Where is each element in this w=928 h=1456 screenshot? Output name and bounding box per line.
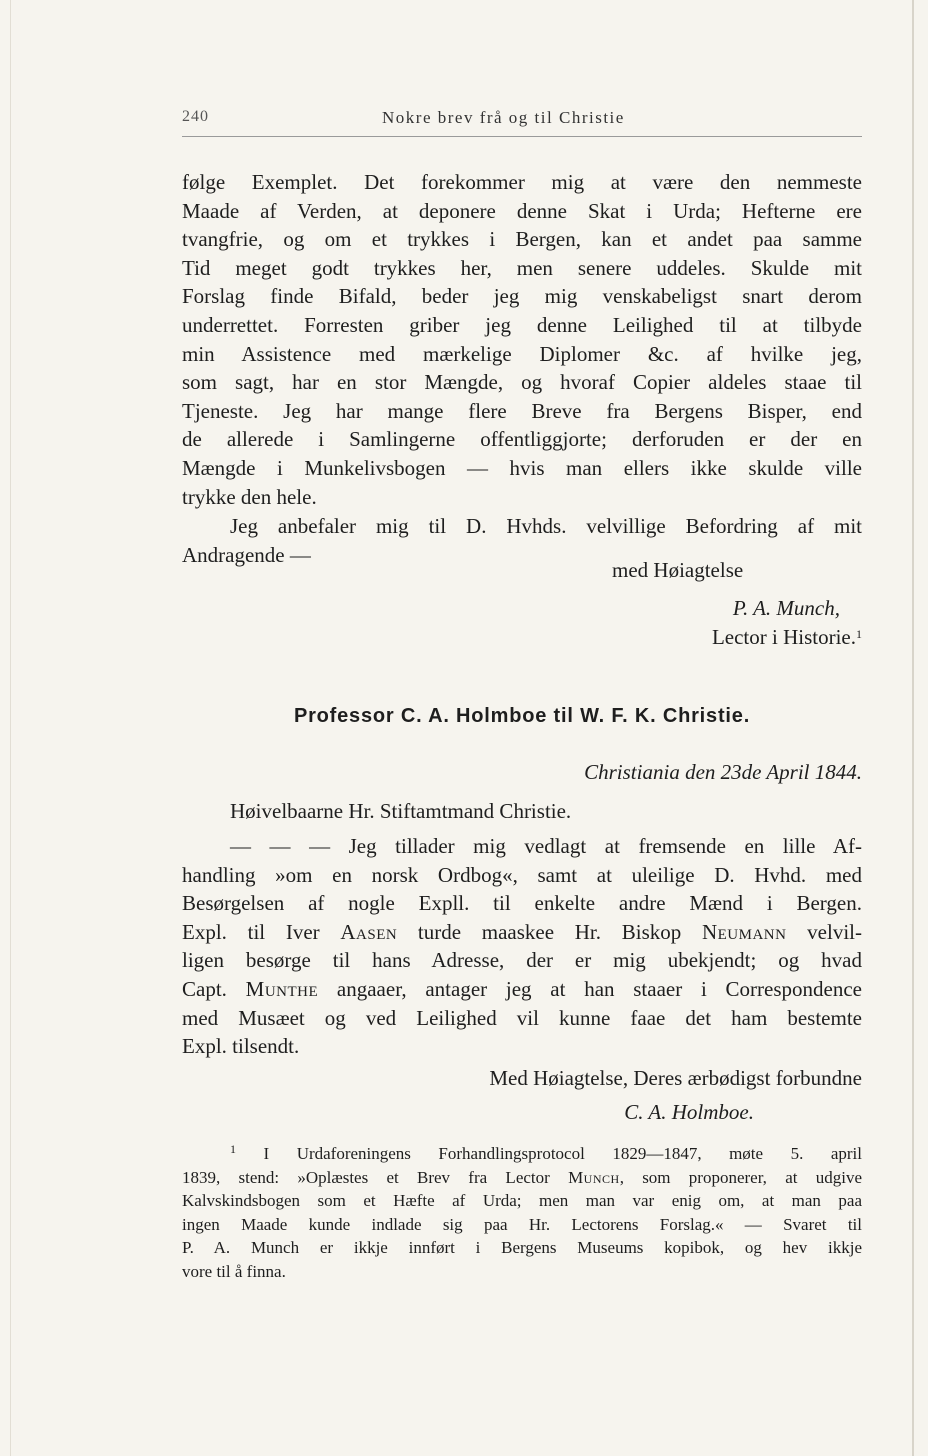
body-line: Forslag finde Bifald, beder jeg mig venskabeligst snart derom [182, 284, 862, 309]
body-line: Besørgelsen af nogle Expll. til enkelte andre Mænd i Bergen. [182, 891, 862, 916]
body-line: — — — Jeg tillader mig vedlagt at fremsende en lille Af- [230, 834, 862, 858]
running-title: Nokre brev frå og til Christie [382, 108, 625, 127]
letter2-closing-wrap [182, 1064, 862, 1093]
body-line: ligen besørge til hans Adresse, der er mig ubekjendt; og hvad [182, 948, 862, 973]
body-line: Capt. Munthe angaaer, antager jeg at han staaer i Correspondence [182, 976, 862, 1001]
footnote-marker: 1 [230, 1142, 236, 1156]
name-neumann: Neumann [701, 919, 787, 944]
footnote [182, 1142, 862, 1284]
letter2-body [182, 832, 862, 1061]
body-line: Expl. tilsendt. [182, 1034, 300, 1059]
body-line: underrettet. Forresten griber jeg denne Leilighed til at tilbyde [182, 312, 862, 337]
closing-line: Andragende — [182, 542, 311, 567]
header-rule [182, 136, 862, 137]
body-line: Expl. til Iver Aasen turde maaskee Hr. Biskop Neumann velvil- [182, 919, 862, 944]
signature: P. A. Munch, [732, 596, 840, 620]
body-line: følge Exemplet. Det forekommer mig at være den nemmeste [182, 170, 862, 194]
closing-line: Med Høiagtelse, Deres ærbødigst forbundne [489, 1066, 862, 1090]
letter2-address-wrap [182, 797, 862, 826]
body-line: som sagt, har en stor Mængde, og hvoraf Copier aldeles staae til [182, 370, 862, 395]
letter1-body [182, 168, 862, 511]
letter2-dateline-wrap [182, 758, 862, 787]
closing-line: Jeg anbefaler mig til D. Hvhds. velvillige Befordring af mit [230, 514, 862, 538]
footnote-line: $^1$ I Urdaforeningens Forhandlingsprotocol 1829—1847, møte 5. april [230, 1142, 862, 1163]
body-line: Maade af Verden, at deponere denne Skat i Urda; Hefterne ere [182, 198, 862, 223]
salutation: med Høiagtelse [612, 558, 744, 582]
footnote-marker: 1 [856, 626, 862, 641]
body-line: trykke den hele. [182, 484, 317, 509]
name-aasen: Aasen [340, 919, 398, 944]
footnote-line: P. A. Munch er ikkje innført i Bergens Museums kopibok, og hev ikkje [182, 1238, 862, 1258]
address-line: Høivelbaarne Hr. Stiftamtmand Christie. [230, 799, 572, 823]
footnote-line: Kalvskindsbogen som et Hæfte af Urda; men man var enig om, at man paa [182, 1191, 862, 1211]
signature: C. A. Holmboe. [624, 1100, 754, 1124]
letter2-heading: Professor C. A. Holmboe til W. F. K. Christie. [293, 705, 751, 727]
body-line: de allerede i Samlingerne offentliggjorte; derforuden er der en [182, 427, 862, 452]
body-line: Mængde i Munkelivsbogen — hvis man ellers ikke skulde ville [182, 455, 862, 480]
letter2-signature-wrap [182, 1098, 862, 1127]
body-line: Tjeneste. Jeg har mange flere Breve fra Bergens Bisper, end [182, 398, 862, 423]
footnote-line: vore til å finna. [182, 1261, 286, 1281]
dateline: Christiania den 23de April 1844. [584, 760, 862, 784]
body-line: min Assistence med mærkelige Diplomer &c. af hvilke jeg, [182, 341, 862, 366]
body-line: med Musæet og ved Leilighed vil kunne faae det ham bestemte [182, 1005, 862, 1030]
body-line: tvangfrie, og om et trykkes i Bergen, kan et andet paa samme [182, 227, 862, 252]
body-line: Tid meget godt trykkes her, men senere uddeles. Skulde mit [182, 255, 862, 280]
page-number: 240 [182, 108, 209, 125]
signature-title: Lector i Historie. [711, 624, 856, 649]
name-munch: Munch [568, 1167, 620, 1187]
name-munthe: Munthe [245, 976, 319, 1001]
footnote-line: ingen Maade kunde indlade sig paa Hr. Lectorens Forslag.« — Svaret til [182, 1214, 862, 1234]
letter1-signature [182, 594, 862, 651]
page-edge-left [10, 0, 11, 1456]
letter1-salutation [612, 556, 862, 585]
footnote-line: 1839, stend: »Oplæstes et Brev fra Lector Munch, som proponerer, at udgive [182, 1167, 862, 1187]
page-edge-right [912, 0, 914, 1456]
body-line: handling »om en norsk Ordbog«, samt at uleilige D. Hvhd. med [182, 862, 862, 887]
running-header [182, 108, 862, 134]
